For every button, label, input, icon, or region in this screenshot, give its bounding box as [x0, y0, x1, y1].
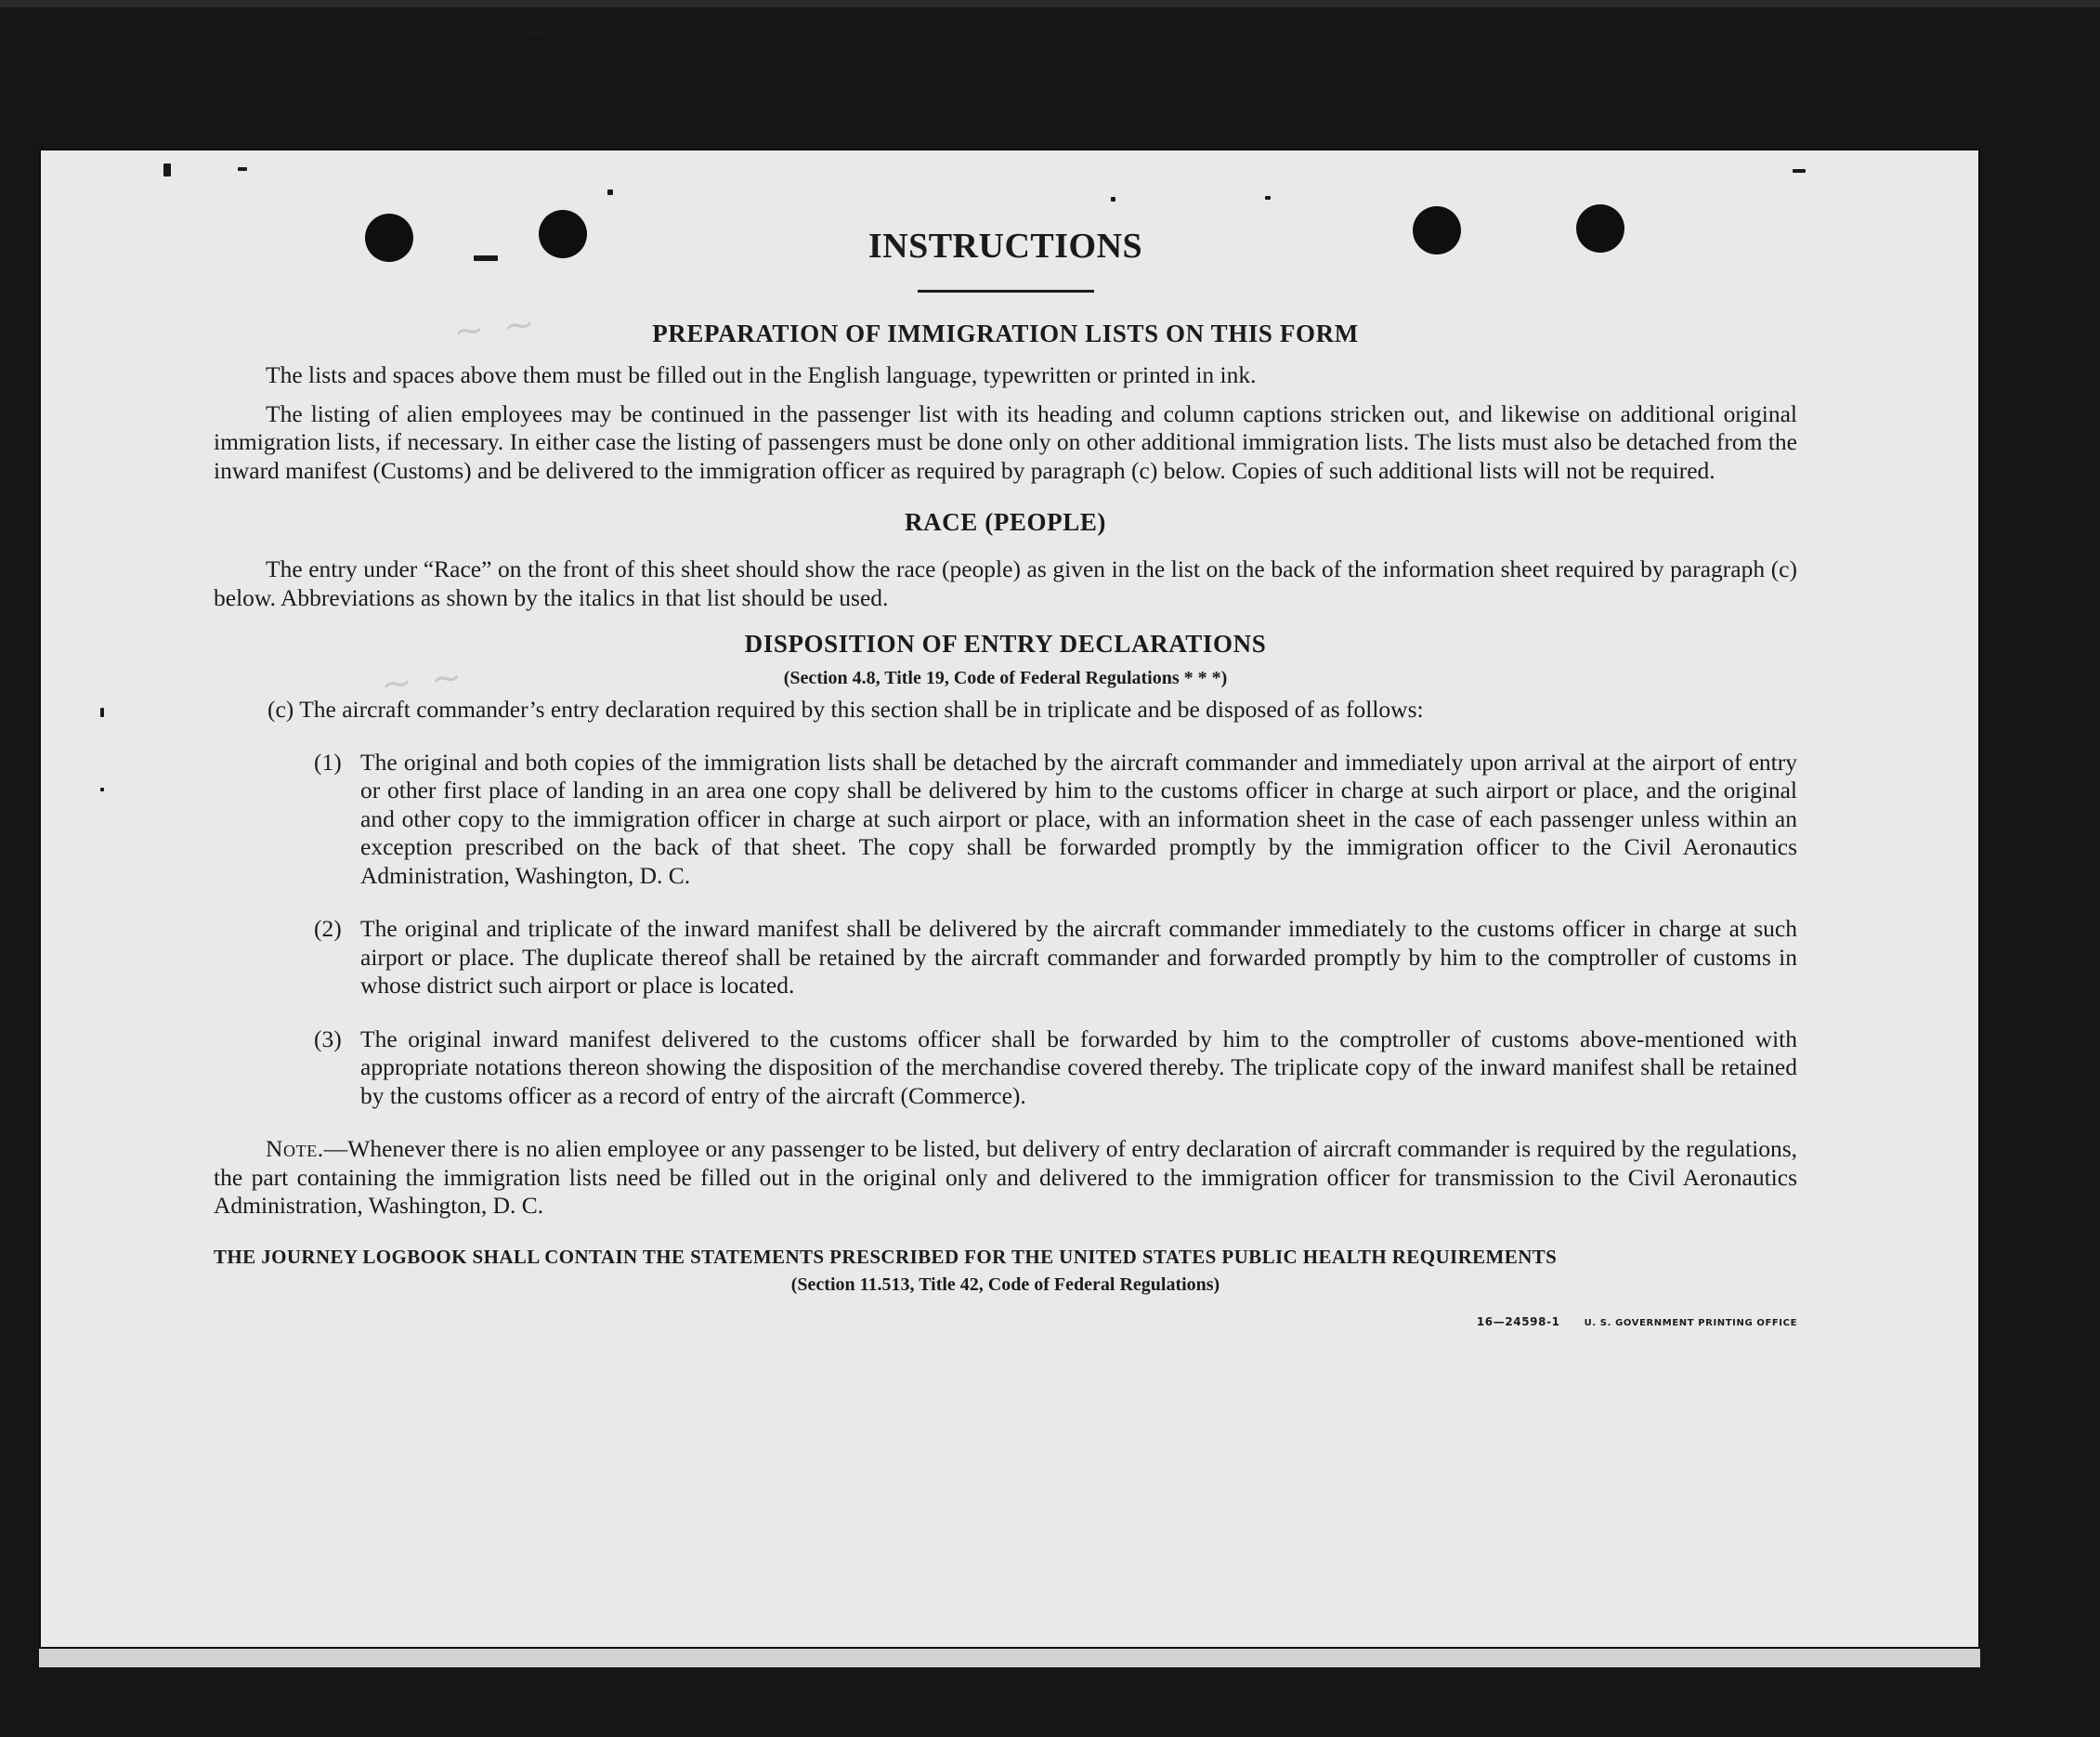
speck — [1111, 197, 1115, 202]
scan-border-top — [0, 0, 2100, 7]
note-paragraph — [214, 1135, 1797, 1221]
health-requirements-citation: (Section 11.513, Title 42, Code of Federal Regulations) — [790, 1273, 1220, 1295]
disposition-citation: (Section 4.8, Title 19, Code of Federal Regulations * * *) — [783, 668, 1228, 688]
pencil-marks: ~ ~ — [450, 302, 541, 354]
list-item-text: The original and both copies of the immigration lists shall be detached by the aircraft commander and immediately upon arrival at the airport of entry or other first place of landing in an area one copy shall be delivered by him to the customs officer in charge at such airport or place, and the original and other copy to the immigration officer in charge at such airport or place, with an information sheet in the case of each passenger unless within an exception prescribed on the back of that sheet. The copy shall be forwarded promptly by the immigration officer to the Civil Aeronautics Administration, Washington, D. C. — [360, 748, 1797, 889]
printing-code — [1477, 1315, 1797, 1328]
speck — [100, 788, 104, 791]
health-requirements-statement: THE JOURNEY LOGBOOK SHALL CONTAIN THE STATEMENTS PRESCRIBED FOR THE UNITED STATES PUBLIC HEALTH REQUIREMENTS — [214, 1245, 1558, 1268]
page-title: INSTRUCTIONS — [867, 227, 1143, 266]
speck — [529, 32, 548, 34]
printer-name: U. S. GOVERNMENT PRINTING OFFICE — [1584, 1317, 1797, 1328]
list-item-number: (2) — [314, 915, 342, 942]
clause-c: (c) The aircraft commander’s entry declaration required by this section shall be in triplicate and be disposed of as follows: — [267, 696, 1424, 723]
note-label: Note. — [266, 1135, 324, 1162]
speck — [607, 189, 613, 195]
speck — [100, 708, 104, 717]
form-number: 16—24598-1 — [1476, 1314, 1560, 1328]
speck — [163, 163, 171, 176]
list-item — [214, 1025, 1797, 1111]
race-paragraph: The entry under “Race” on the front of this sheet should show the race (people) as given in the list on the back of the information sheet required by paragraph (c) below. Abbreviations as shown by the italics in that list should be used. — [214, 555, 1797, 611]
title-underline — [918, 290, 1094, 293]
list-item-number: (3) — [314, 1025, 342, 1052]
instructions-content — [214, 223, 1797, 1328]
race-heading: RACE (PEOPLE) — [904, 508, 1107, 536]
preparation-paragraph-2: The listing of alien employees may be continued in the passenger list with its heading and column captions stricken out, and likewise on additional original immigration lists, if necessary. In either case the listing of passengers must be done only on other additional immigration lists. The lists must also be detached from the inward manifest (Customs) and be delivered to the immigration officer as required by paragraph (c) below. Copies of such additional lists will not be required. — [214, 399, 1797, 484]
speck — [1793, 169, 1806, 173]
list-item-text: The original and triplicate of the inward manifest shall be delivered by the aircraft commander immediately to the customs officer in charge at such airport or place. The duplicate thereof shall be retained by the aircraft commander and forwarded promptly by him to the comptroller of customs in whose district such airport or place is located. — [360, 915, 1797, 999]
speck — [1265, 196, 1271, 200]
speck — [238, 167, 247, 171]
list-item-number: (1) — [314, 748, 342, 776]
preparation-heading: PREPARATION OF IMMIGRATION LISTS ON THIS FORM — [652, 320, 1359, 347]
note-text: —Whenever there is no alien employee or any passenger to be listed, but delivery of entry declaration of aircraft commander is required by the regulations, the part containing the immigration lists need be filled out in the original only and delivered to the immigration officer for transmission to the Civil Aeronautics Administration, Washington, D. C. — [214, 1135, 1797, 1219]
list-item-text: The original inward manifest delivered to the customs officer shall be forwarded by him to the comptroller of customs above-mentioned with appropriate notations thereon showing the disposition of the merchandise covered thereby. The triplicate copy of the inward manifest shall be retained by the customs officer as a record of entry of the aircraft (Commerce). — [360, 1025, 1797, 1109]
list-item — [214, 749, 1797, 891]
paper-bottom-edge — [39, 1649, 1980, 1667]
list-item — [214, 915, 1797, 1000]
pencil-marks: ~ ~ — [378, 655, 468, 707]
disposition-heading: DISPOSITION OF ENTRY DECLARATIONS — [744, 630, 1267, 658]
preparation-paragraph-1: The lists and spaces above them must be filled out in the English language, typewritten or printed in ink. — [266, 361, 1257, 388]
